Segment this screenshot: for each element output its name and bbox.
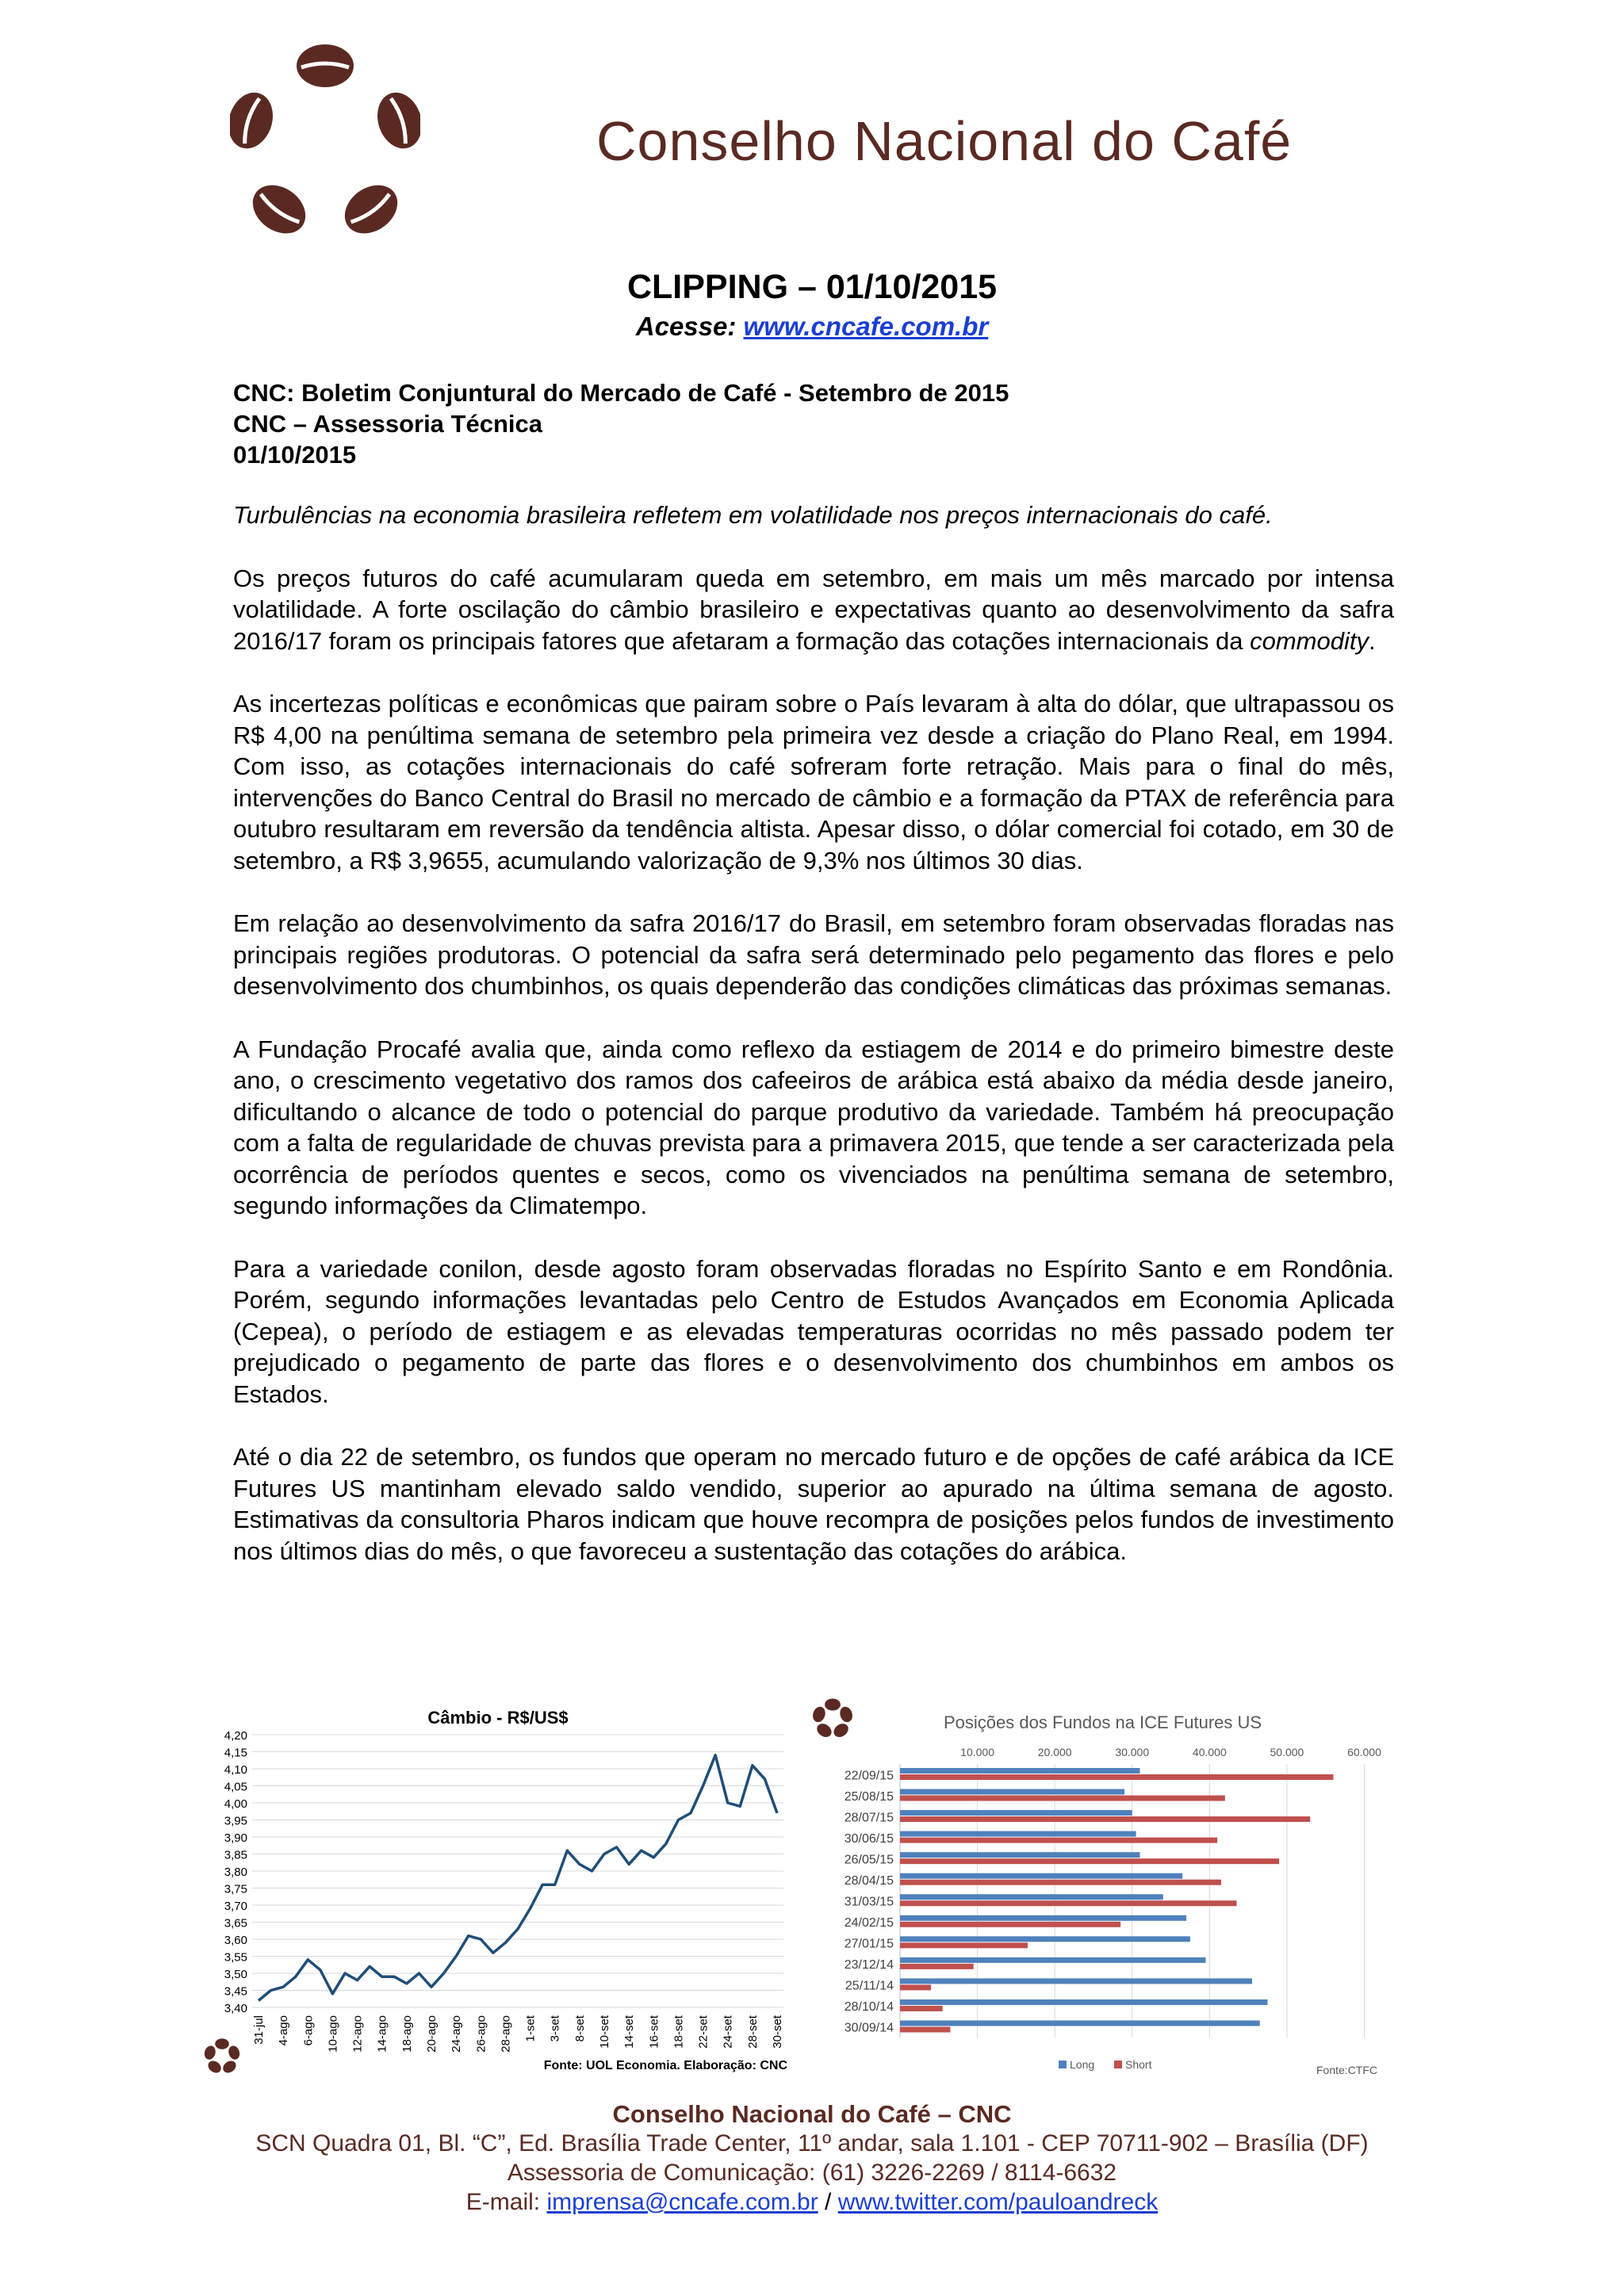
logo-bean [825, 1698, 841, 1710]
logo-bean [814, 1721, 834, 1740]
category-label: 30/06/15 [844, 1831, 894, 1846]
x-tick-label: 10-set [598, 2015, 611, 2049]
long-bar [900, 1957, 1205, 1963]
legend-swatch [1114, 2061, 1122, 2068]
paragraph-2: As incertezas políticas e econômicas que pairam sobre o País levaram à alta do dólar, que ultrapassou os R$ 4,00 na penúltima semana de setembro pela primeira vez desde a criação do Plano Real, em 1994. Com isso, as cotações internacionais do café sofreram forte retração. Mais para o final do mês, intervenções do Banco Central do Brasil no mercado de câmbio e a formação da PTAX de referência para outubro resultaram em reversão da tendência altista. Apesar disso, o dólar comercial foi cotado, em 30 de setembro, a R$ 3,9655, acumulando valorização de 9,3% nos últimos 30 dias. [233, 690, 1394, 874]
y-tick-label: 3,70 [224, 1900, 247, 1913]
clipping-title: CLIPPING – 01/10/2015 [626, 268, 998, 306]
chart-logo [203, 2038, 242, 2075]
commodity-emphasis: commodity [1250, 626, 1369, 655]
long-bar [900, 1915, 1186, 1921]
x-tick-label: 10.000 [960, 1746, 994, 1758]
x-tick-label: 40.000 [1192, 1746, 1227, 1758]
email-label: E-mail: [465, 2189, 547, 2215]
fund-positions-chart [797, 1689, 1400, 2085]
x-tick-label: 8-set [573, 2015, 587, 2042]
x-tick-label: 4-ago [277, 2015, 291, 2046]
legend-label: Long [1070, 2058, 1095, 2071]
x-tick-label: 24-ago [450, 2015, 464, 2053]
x-tick-label: 20-ago [425, 2015, 439, 2053]
long-bar [900, 1936, 1190, 1942]
y-tick-label: 4,15 [224, 1746, 247, 1760]
long-bar [900, 1768, 1140, 1774]
y-tick-label: 3,95 [224, 1814, 247, 1828]
long-bar [900, 1789, 1124, 1795]
x-tick-label: 6-ago [301, 2015, 316, 2046]
paragraph-1 [233, 563, 1394, 657]
twitter-link[interactable]: www.twitter.com/pauloandreck [837, 2189, 1159, 2215]
short-bar [900, 1858, 1279, 1864]
paragraph-4: A Fundação Procafé avalia que, ainda como reflexo da estiagem de 2014 e do primeiro bimestre deste ano, o crescimento vegetativo dos ramos dos cafeeiros de arábica está abaixo da média desde janeiro, dificultando o alcance de todo o potencial do parque produtivo da variedade. Também há preocupação com a falta de regularidade de chuvas prevista para a primavera 2015, que tende a ser caracterizada pela ocorrência de períodos quentes e secos, como os vivenciados na penúltima semana de setembro, segundo informações da Climatempo. [233, 1035, 1394, 1219]
category-label: 28/07/15 [844, 1811, 894, 1825]
logo-bean [206, 2058, 224, 2075]
article-body [233, 499, 1394, 1598]
short-bar [900, 1984, 931, 1990]
x-tick-label: 50.000 [1270, 1746, 1304, 1758]
y-tick-label: 3,90 [224, 1831, 247, 1845]
article-date: 01/10/2015 [233, 441, 357, 469]
site-link[interactable]: www.cncafe.com.br [743, 312, 989, 341]
org-title: Conselho Nacional do Café [596, 110, 1293, 172]
cnc-logo [230, 22, 420, 270]
y-tick-label: 3,80 [224, 1866, 247, 1879]
x-tick-label: 20.000 [1037, 1746, 1072, 1758]
short-bar [900, 2006, 943, 2011]
x-tick-label: 24-set [721, 2015, 735, 2049]
footer-separator: / [818, 2189, 838, 2215]
y-tick-label: 3,60 [224, 1934, 247, 1947]
category-label: 30/09/14 [844, 2021, 894, 2035]
x-tick-label: 12-ago [350, 2015, 365, 2053]
long-bar [900, 1999, 1268, 2005]
x-tick-label: 1-set [523, 2015, 538, 2042]
x-tick-label: 14-set [622, 2015, 637, 2049]
chart-source: Fonte: UOL Economia. Elaboração: CNC [543, 2059, 787, 2072]
x-tick-label: 22-set [696, 2015, 710, 2049]
short-bar [900, 2026, 950, 2032]
short-bar [900, 1838, 1217, 1843]
logo-bean [811, 1705, 827, 1724]
y-tick-label: 3,50 [224, 1968, 247, 1981]
category-label: 31/03/15 [844, 1895, 894, 1909]
category-label: 25/11/14 [845, 1979, 894, 1993]
category-label: 27/01/15 [844, 1937, 894, 1951]
short-bar [900, 1964, 974, 1969]
footer-phone: Assessoria de Comunicação: (61) 3226-2269 / 8114-6632 [507, 2160, 1117, 2186]
x-tick-label: 16-set [647, 2015, 661, 2049]
category-label: 22/09/15 [844, 1769, 894, 1783]
category-label: 25/08/15 [844, 1789, 894, 1804]
footer-address: SCN Quadra 01, Bl. “C”, Ed. Brasília Trade Center, 11º andar, sala 1.101 - CEP 70711-902 – Brasília (DF) [255, 2130, 1369, 2156]
chart-logo [811, 1698, 855, 1739]
x-tick-label: 3-set [548, 2015, 562, 2042]
paragraph-1-text: Os preços futuros do café acumularam queda em setembro, em mais um mês marcado por intensa volatilidade. A forte oscilação do câmbio brasileiro e expectativas quanto ao desenvolvimento da safra 2016/17 foram os principais fatores que afetaram a formação das cotações internacionais da [233, 564, 1394, 655]
long-bar [900, 1831, 1136, 1837]
logo-bean [220, 2058, 238, 2075]
y-tick-label: 3,65 [224, 1916, 247, 1931]
legend-label: Short [1125, 2058, 1152, 2071]
chart-title: Câmbio - R$/US$ [427, 1708, 569, 1728]
paragraph-3: Em relação ao desenvolvimento da safra 2016/17 do Brasil, em setembro foram observadas floradas nas principais regiões produtoras. O potencial da safra será determinado pelo pegamento das flores e pelo desenvolvimento dos chumbinhos, os quais dependerão das condições climáticas das próximas semanas. [233, 909, 1394, 1000]
short-bar [900, 1942, 1028, 1948]
logo-bean [215, 2038, 229, 2049]
long-bar [900, 1978, 1252, 1984]
y-tick-label: 3,85 [224, 1848, 247, 1862]
x-tick-label: 18-set [672, 2015, 686, 2049]
access-line [0, 312, 1624, 342]
x-tick-label: 28-ago [499, 2015, 513, 2053]
short-bar [900, 1816, 1310, 1822]
long-bar [900, 2020, 1260, 2026]
logo-bean [203, 2045, 217, 2061]
page-footer [0, 2099, 1624, 2217]
access-label: Acesse: [635, 312, 744, 341]
article-author: CNC – Assessoria Técnica [233, 410, 542, 438]
y-tick-label: 4,00 [224, 1797, 247, 1811]
y-tick-label: 4,20 [224, 1729, 247, 1743]
y-tick-label: 3,75 [224, 1882, 247, 1896]
exchange-rate-line [259, 1755, 777, 2001]
x-tick-label: 30-set [771, 2015, 784, 2049]
chart-title: Posições dos Fundos na ICE Futures US [944, 1712, 1262, 1732]
long-bar [900, 1810, 1132, 1816]
x-tick-label: 18-ago [400, 2015, 414, 2053]
x-tick-label: 10-ago [326, 2015, 340, 2053]
logo-bean [838, 1705, 854, 1724]
x-tick-label: 14-ago [375, 2015, 389, 2053]
footer-contact [0, 2187, 1624, 2217]
chart-source: Fonte:CTFC [1316, 2064, 1378, 2076]
short-bar [900, 1796, 1225, 1801]
article-subtitle: Turbulências na economia brasileira refletem em volatilidade nos preços internacionais do café. [233, 501, 1273, 529]
long-bar [900, 1894, 1163, 1900]
y-tick-label: 3,40 [224, 2002, 247, 2015]
paragraph-6: Até o dia 22 de setembro, os fundos que operam no mercado futuro e de opções de café arábica da ICE Futures US mantinham elevado saldo vendido, superior ao apurado na última semana de agosto. Estimativas da consultoria Pharos indicam que houve recompra de posições pelos fundos de investimento nos últimos dias do mês, o que favoreceu a sustentação das cotações do arábica. [233, 1443, 1394, 1565]
exchange-rate-chart [197, 1701, 799, 2082]
y-tick-label: 4,05 [224, 1780, 247, 1794]
footer-org: Conselho Nacional do Café – CNC [612, 2100, 1012, 2128]
long-bar [900, 1852, 1140, 1858]
x-tick-label: 31-jul [252, 2015, 266, 2045]
x-tick-label: 30.000 [1115, 1746, 1150, 1758]
email-link[interactable]: imprensa@cncafe.com.br [546, 2189, 818, 2215]
long-bar [900, 1873, 1182, 1879]
short-bar [900, 1922, 1120, 1927]
short-bar [900, 1880, 1221, 1885]
article-headline: CNC: Boletim Conjuntural do Mercado de Café - Setembro de 2015 [233, 379, 1009, 407]
paragraph-5: Para a variedade conilon, desde agosto foram observadas floradas no Espírito Santo e em Rondônia. Porém, segundo informações levantadas pelo Centro de Estudos Avançados em Economia Aplicada (Cepea), o período de estiagem e as elevadas temperaturas ocorridas no mês passado podem ter prejudicado o pegamento de parte das flores e o desenvolvimento dos chumbinhos em ambos os Estados. [233, 1254, 1394, 1408]
y-tick-label: 3,55 [224, 1950, 247, 1965]
category-label: 24/02/15 [844, 1916, 894, 1931]
y-tick-label: 3,45 [224, 1984, 247, 1999]
x-tick-label: 28-set [745, 2015, 760, 2049]
logo-bean [227, 2045, 241, 2061]
category-label: 28/04/15 [844, 1873, 894, 1888]
y-tick-label: 4,10 [224, 1763, 247, 1777]
category-label: 28/10/14 [844, 2000, 894, 2015]
category-label: 23/12/14 [844, 1958, 894, 1973]
x-tick-label: 60.000 [1347, 1746, 1381, 1758]
x-tick-label: 26-ago [474, 2015, 488, 2053]
paragraph-1-end: . [1368, 626, 1376, 655]
short-bar [900, 1774, 1333, 1780]
logo-bean [831, 1721, 851, 1740]
short-bar [900, 1900, 1236, 1906]
category-label: 26/05/15 [844, 1853, 894, 1867]
legend-swatch [1059, 2061, 1067, 2068]
